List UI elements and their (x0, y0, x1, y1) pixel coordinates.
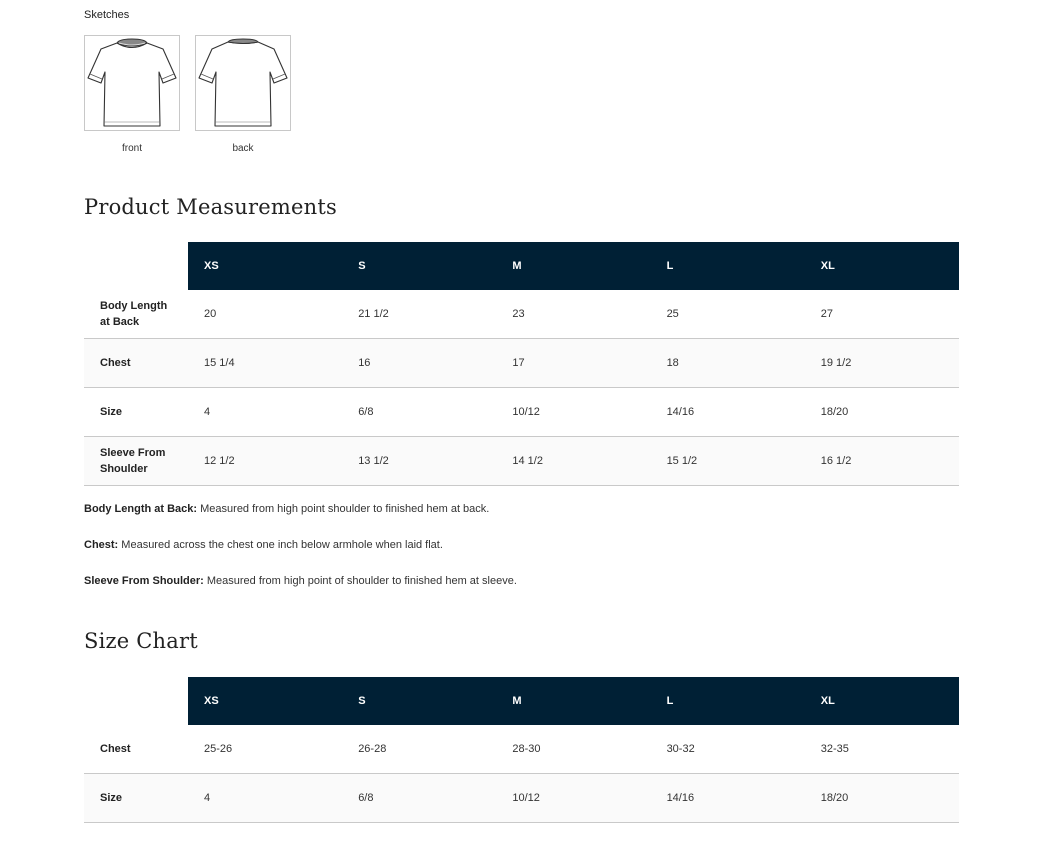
table-cell: 4 (188, 388, 342, 437)
table-cell: 27 (805, 290, 959, 339)
row-label: Chest (84, 725, 188, 774)
size-chart-title: Size Chart (84, 629, 198, 653)
table-cell: 14/16 (651, 774, 805, 823)
column-header-l: L (651, 677, 805, 725)
column-header-s: S (342, 677, 496, 725)
table-cell: 23 (496, 290, 650, 339)
table-cell: 19 1/2 (805, 339, 959, 388)
table-cell: 10/12 (496, 388, 650, 437)
row-label: Size (84, 774, 188, 823)
column-header-xs: XS (188, 242, 342, 290)
table-cell: 16 (342, 339, 496, 388)
measurement-note-sleeve (84, 575, 517, 587)
table-cell: 25-26 (188, 725, 342, 774)
table-cell: 6/8 (342, 774, 496, 823)
measurement-note-body-length (84, 503, 489, 515)
tshirt-back-icon (196, 36, 290, 130)
table-cell: 17 (496, 339, 650, 388)
note-term: Sleeve From Shoulder: (84, 575, 204, 587)
table-cell: 20 (188, 290, 342, 339)
table-cell: 15 1/4 (188, 339, 342, 388)
product-measurements-title: Product Measurements (84, 195, 337, 219)
sketches-label: Sketches (84, 9, 130, 21)
table-cell: 32-35 (805, 725, 959, 774)
column-header-l: L (651, 242, 805, 290)
column-header-s: S (342, 242, 496, 290)
sketch-front-caption: front (121, 143, 142, 154)
row-label: Sleeve From Shoulder (84, 437, 188, 486)
table-cell: 6/8 (342, 388, 496, 437)
size-chart-table (84, 677, 959, 823)
note-term: Chest: (84, 539, 119, 551)
header-corner-cell (84, 677, 188, 725)
table-cell: 18/20 (805, 388, 959, 437)
table-cell: 16 1/2 (805, 437, 959, 486)
sketch-front-thumbnail[interactable] (84, 35, 180, 131)
table-cell: 4 (188, 774, 342, 823)
sketch-back-thumbnail[interactable] (195, 35, 291, 131)
header-corner-cell (84, 242, 188, 290)
note-text: Measured from high point of shoulder to finished hem at sleeve. (203, 575, 517, 587)
column-header-m: M (496, 677, 650, 725)
column-header-m: M (496, 242, 650, 290)
note-text: Measured across the chest one inch below armhole when laid flat. (118, 539, 443, 551)
table-row-size (84, 388, 959, 437)
product-measurements-table (84, 242, 959, 486)
table-cell: 12 1/2 (188, 437, 342, 486)
table-cell: 15 1/2 (651, 437, 805, 486)
table-row-sleeve (84, 437, 959, 486)
row-label: Chest (84, 339, 188, 388)
table-cell: 13 1/2 (342, 437, 496, 486)
note-term: Body Length at Back: (84, 503, 198, 515)
table-cell: 21 1/2 (342, 290, 496, 339)
table-cell: 18 (651, 339, 805, 388)
table-row-chest (84, 725, 959, 774)
table-header-row (84, 677, 959, 725)
table-header-row (84, 242, 959, 290)
table-cell: 30-32 (651, 725, 805, 774)
table-cell: 14 1/2 (496, 437, 650, 486)
column-header-xl: XL (805, 677, 959, 725)
sketch-back-caption: back (232, 143, 254, 154)
table-cell: 26-28 (342, 725, 496, 774)
table-cell: 25 (651, 290, 805, 339)
table-cell: 14/16 (651, 388, 805, 437)
table-row-body-length (84, 290, 959, 339)
column-header-xs: XS (188, 677, 342, 725)
table-row-chest (84, 339, 959, 388)
row-label: Size (84, 388, 188, 437)
table-cell: 10/12 (496, 774, 650, 823)
tshirt-front-icon (85, 36, 179, 130)
measurement-note-chest (84, 539, 443, 551)
column-header-xl: XL (805, 242, 959, 290)
note-text: Measured from high point shoulder to finished hem at back. (197, 503, 490, 515)
table-cell: 18/20 (805, 774, 959, 823)
table-cell: 28-30 (496, 725, 650, 774)
row-label: Body Length at Back (84, 290, 188, 339)
table-row-size (84, 774, 959, 823)
